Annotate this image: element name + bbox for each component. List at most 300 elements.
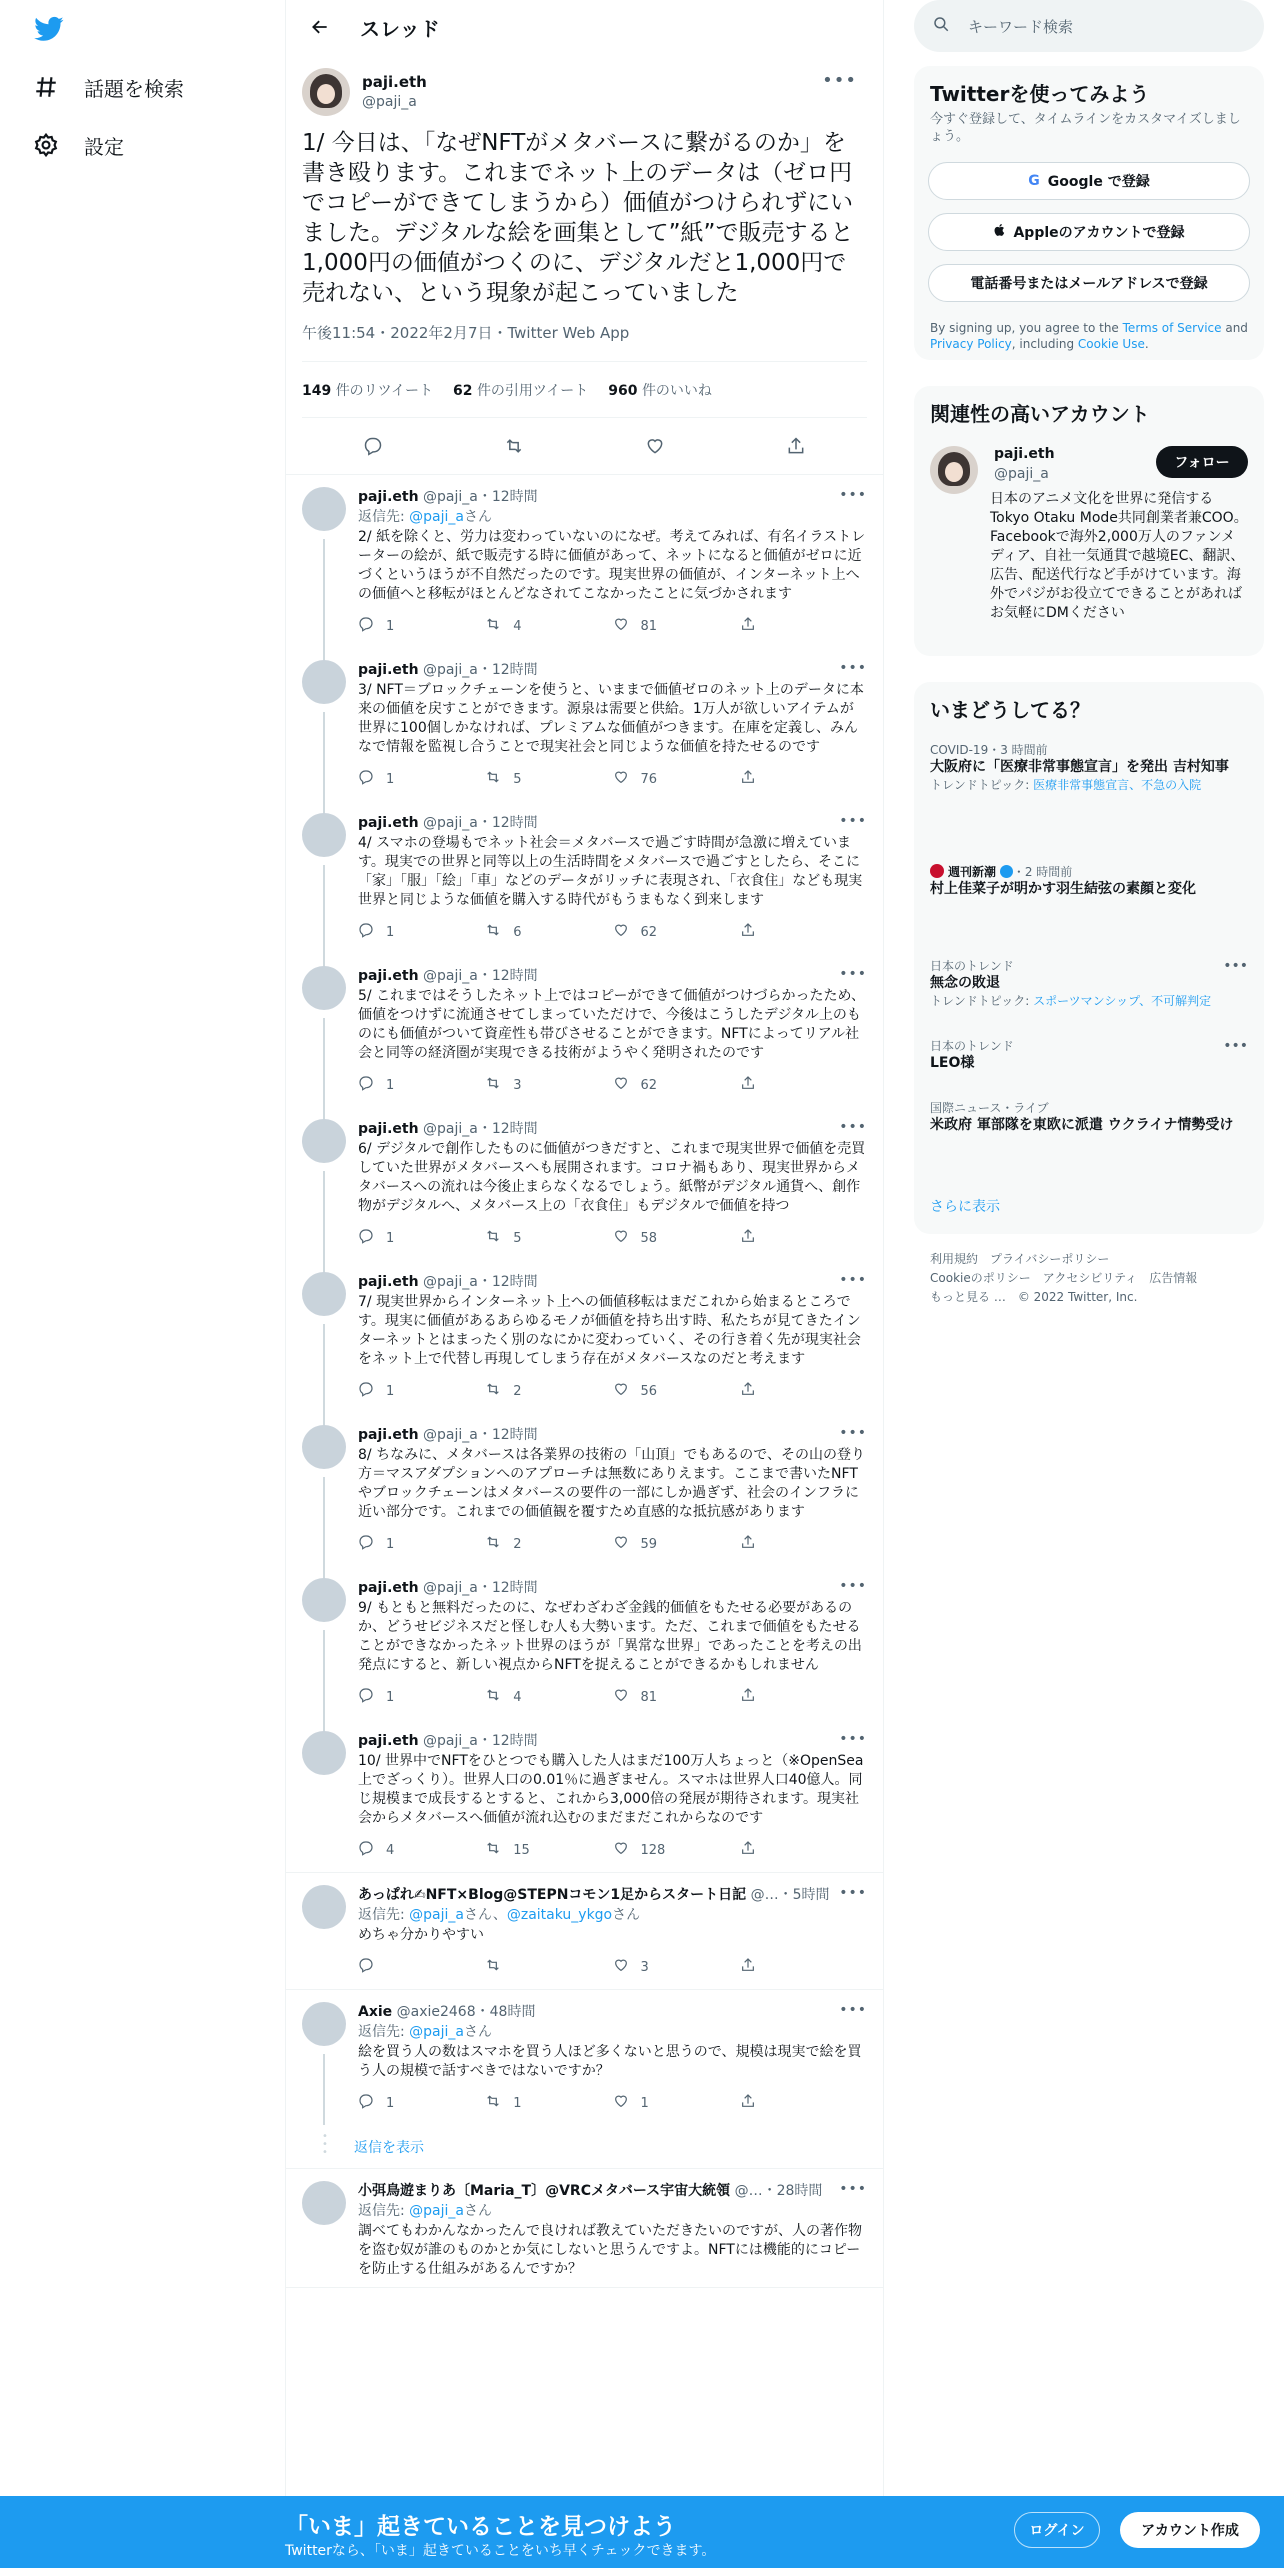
reply-to [358,2022,867,2042]
reply-count: 1 [386,1536,395,1552]
reply-author-name[interactable]: paji.eth [358,1121,419,1137]
reply-tweet[interactable] [286,1107,883,1260]
reply-button[interactable] [358,1381,485,1401]
reply-author-handle[interactable]: @axie2468 [396,2004,476,2020]
reply-author-name[interactable]: Axie [358,2004,393,2020]
reply-to [358,2201,867,2221]
reply-text: 9/ もともと無料だったのに、なぜわざわざ金銭的価値をもたせる必要があるのか、どうせビジネスだと怪しむ人も大勢います。ただ、これまで価値をもたせることができなかったネット世界のほうが「異常な世界」であったことを考えの出発点にすると、新しい視点からNFTを捉えることができるかもしれません [358,1600,862,1673]
reply-time[interactable]: ・12時間 [477,662,538,678]
reply-author-handle[interactable]: @paji_a [423,489,478,505]
like-button[interactable] [613,1075,740,1095]
reply-count: 1 [386,2095,395,2111]
share-icon [740,2093,768,2113]
like-icon [613,1381,641,1401]
like-count: 59 [640,1536,658,1552]
more-options-icon[interactable]: ••• [839,1272,867,1288]
retweet-count: 4 [513,618,522,634]
reply-to-handle[interactable]: @paji_a [409,1907,464,1923]
share-button[interactable] [740,1228,867,1248]
reply-to-prefix: 返信先: [358,2203,410,2219]
reply-time[interactable]: ・12時間 [477,489,538,505]
share-button[interactable] [740,922,867,942]
reply-author-handle[interactable]: @paji_a [423,1121,478,1137]
retweet-button[interactable] [485,769,612,789]
trend-topics-label: トレンドトピック: [930,778,1034,792]
retweet-button[interactable] [485,1840,612,1860]
avatar[interactable] [302,1731,346,1775]
reply-count: 4 [386,1842,395,1858]
reply-to-suffix: さん [464,509,492,525]
related-avatar[interactable] [930,446,978,494]
trend-item[interactable] [930,958,1248,1009]
reply-button[interactable] [358,616,485,636]
retweet-count: 2 [513,1536,522,1552]
like-button[interactable] [613,616,740,636]
related-accounts-card [914,386,1264,656]
thread-dots-icon: • • • [322,2131,328,2158]
retweet-count: 6 [513,924,522,940]
retweet-count: 149 [302,382,332,399]
twitter-logo-icon[interactable] [34,14,64,44]
google-signup-label: Google で登録 [1047,174,1150,190]
reply-button[interactable] [358,1840,485,1860]
retweet-count: 4 [513,1689,522,1705]
like-count-label: 件のいいね [641,382,712,399]
retweet-count: 15 [513,1842,530,1858]
reply-time[interactable]: ・12時間 [477,815,538,831]
reply-tweet[interactable] [286,1260,883,1413]
trend-topics-value[interactable]: スポーツマンシップ、不可解判定 [1033,994,1212,1008]
thread-connector [323,539,325,662]
reply-author-handle[interactable]: @paji_a [423,1733,478,1749]
reply-author-handle[interactable]: @paji_a [423,662,478,678]
reply-author-name[interactable]: 小弭鳥遊まりあ〔Maria_T〕@VRCメタバース宇宙大統領 [358,2183,731,2199]
reply-tweet[interactable] [286,2169,883,2288]
more-options-icon[interactable]: ••• [839,1119,867,1135]
retweet-button[interactable] [485,922,612,942]
phone-signup-label: 電話番号またはメールアドレスで登録 [970,276,1208,292]
show-replies-link[interactable] [286,2125,883,2169]
reply-to-suffix: さん [464,2203,492,2219]
signup-subtitle: 今すぐ登録して、タイムラインをカスタマイズしましょう。 [930,112,1241,144]
more-options-icon[interactable]: ••• [839,2181,867,2197]
nav-settings-label: 設定 [84,134,124,159]
share-button[interactable] [740,769,867,789]
reply-text: 6/ デジタルで創作したものに価値がつきだすと、これまで現実世界で価値を売買していた世界がメタバースへも展開されます。コロナ禍もあり、現実世界からメタバースへの流れは今後止まらなくなるでしょう。紙幣がデジタル通貨へ、創作物がデジタルへ、メタバース上の「衣食住」もデジタルで価値を持つ [358,1141,866,1214]
reply-button[interactable] [358,1228,485,1248]
thread-connector [323,712,325,815]
trend-item[interactable] [930,742,1248,793]
reply-icon [358,1534,386,1554]
reply-to-handle[interactable]: @paji_a [409,509,464,525]
retweet-icon [485,1534,513,1554]
reply-time[interactable]: ・12時間 [477,1274,538,1290]
footer-copyright: © 2022 Twitter, Inc. [1017,1290,1138,1304]
tweet-timestamp[interactable]: 午後11:54・2022年2月7日・Twitter Web App [302,308,867,362]
replies-list [286,475,883,2288]
reply-button[interactable] [358,922,485,942]
retweet-count-label: 件のリツイート [335,382,433,399]
reply-author-name[interactable]: paji.eth [358,1580,419,1596]
share-button[interactable] [740,1534,867,1554]
show-more-link[interactable]: さらに表示 [930,1199,1000,1215]
like-icon [613,1075,641,1095]
retweet-icon [485,769,513,789]
related-title: 関連性の高いアカウント [930,402,1150,426]
trend-time: ・2 時間前 [1012,865,1073,879]
reply-time[interactable]: ・12時間 [477,1121,538,1137]
reply-to-handle[interactable]: @zaitaku_ykgo [506,1907,613,1923]
trend-item[interactable] [930,1038,1248,1073]
like-count: 81 [640,618,658,634]
search-placeholder: キーワード検索 [968,17,1074,36]
related-bio: 日本のアニメ文化を世界に発信するTokyo Otaku Mode共同創業者兼COO。Facebookで海外2,000万人のファンメディア、自社一気通貫で越境EC、翻訳、広告、配送代行など手がけています。海外でパジがお役立てできることがあればお気軽にDMください [990,491,1248,621]
like-icon [613,1228,641,1248]
reply-text: 7/ 現実世界からインターネット上への価値移転はまだこれから始まるところです。現実に価値があるあらゆるモノが価値を持ち出す時、私たちが見てきたインターネットとはまったく別のなにかに変わっていく、その行き着く先が現実社会をネット上で代替し再現してしまう存在がメタバースなのだと考えます [358,1294,861,1367]
reply-icon [358,2093,386,2113]
share-button[interactable] [740,616,867,636]
reply-to [358,1905,867,1925]
reply-to-suffix: さん、 [464,1907,507,1923]
share-icon [740,1381,768,1401]
reply-time[interactable]: ・12時間 [477,1427,538,1443]
follow-button[interactable]: フォロー [1156,446,1248,478]
more-options-icon[interactable]: ••• [839,487,867,503]
trend-source: 週刊新潮 [948,865,997,879]
more-options-icon[interactable]: ••• [839,966,867,982]
reply-text: 8/ ちなみに、メタバースは各業界の技術の「山頂」でもあるので、その山の登り方＝マスアダプションへのアプローチは無数にありえます。ここまで書いたNFTやブロックチェーンはメタバースの要件の一部にしか過ぎず、社会のインフラに近い部分です。これまでの価値観を覆すため直感的な抵抗感があります [358,1447,865,1520]
reply-button[interactable] [358,2093,485,2113]
search-input[interactable] [914,0,1264,52]
like-icon [613,1534,641,1554]
reply-time[interactable]: ・28時間 [762,2183,823,2199]
retweet-button[interactable] [485,1687,612,1707]
reply-author-name[interactable]: paji.eth [358,1733,419,1749]
trend-meta: 日本のトレンド [930,1039,1014,1053]
share-button[interactable] [740,1957,867,1977]
reply-tweet[interactable] [286,801,883,954]
apple-icon [993,222,1007,242]
reply-tweet[interactable] [286,1873,883,1990]
terms-text-1: By signing up, you agree to the [930,321,1123,335]
reply-button[interactable] [358,1957,485,1977]
tweet-text: 1/ 今日は、「なぜNFTがメタバースに繋がるのか」を書き殴ります。これまでネット上のデータは（ゼロ円でコピーができてしまうから）価値がつけられずにいました。デジタルな絵を画集として”紙”で販売すると1,000円の価値がつくのに、デジタルだと1,000円で売れない、という現象が起こっていました [302,130,854,306]
related-handle[interactable]: @paji_a [994,466,1049,482]
retweet-icon [485,616,513,636]
reply-icon [358,1381,386,1401]
like-count: 56 [640,1383,658,1399]
share-button[interactable] [740,1687,867,1707]
reply-text: 10/ 世界中でNFTをひとつでも購入した人はまだ100万人ちょっと（※OpenSea上でざっくり）。世界人口の0.01％に過ぎません。スマホは世界人口40億人。同じ規模まで成長するとすると、これから3,000倍の発展が期待されます。現実社会からメタバースへ価値が流れ込むのまだまだこれからなのです [358,1753,864,1826]
avatar[interactable] [302,1885,346,1929]
reply-text: 絵を買う人の数はスマホを買う人ほど多くないと思うので、規模は現実で絵を買う人の規模で話すべきではないですか？ [358,2044,862,2079]
share-icon[interactable] [784,434,808,458]
author-name[interactable]: paji.eth [362,73,427,91]
terms-of-service-link[interactable]: Terms of Service [1122,321,1222,335]
like-icon[interactable] [643,434,667,458]
like-count: 1 [640,2095,649,2111]
hashtag-icon [32,73,60,101]
reply-author-name[interactable]: paji.eth [358,1427,419,1443]
reply-icon [358,1228,386,1248]
verified-badge-icon [1000,865,1013,878]
reply-tweet[interactable] [286,1719,883,1873]
more-options-icon[interactable]: ••• [839,1425,867,1441]
retweet-button[interactable] [485,616,612,636]
main-column [285,0,884,2568]
reply-to-handle[interactable]: @paji_a [409,2024,464,2040]
like-button[interactable] [613,1840,740,1860]
retweet-icon[interactable] [502,434,526,458]
more-options-icon[interactable]: ••• [1223,1038,1248,1054]
more-options-icon[interactable]: ••• [822,70,857,91]
footer-privacy-link[interactable]: プライバシーポリシー [990,1252,1110,1266]
reply-time[interactable]: ・48時間 [475,2004,536,2020]
reply-icon [358,769,386,789]
related-account[interactable] [930,446,1248,621]
share-button[interactable] [740,1075,867,1095]
reply-author-handle[interactable]: @paji_a [423,1580,478,1596]
avatar[interactable] [302,68,350,116]
nav-explore[interactable] [32,67,184,107]
retweet-count: 2 [513,1383,522,1399]
reply-button[interactable] [358,1075,485,1095]
author-handle[interactable]: @paji_a [362,94,417,110]
reply-button[interactable] [358,1534,485,1554]
share-button[interactable] [740,2093,867,2113]
like-count: 58 [640,1230,658,1246]
avatar[interactable] [302,966,346,1010]
reply-author-name[interactable]: paji.eth [358,968,419,984]
footer-terms-link[interactable]: 利用規約 [930,1252,979,1266]
footer-cookie-link[interactable]: Cookieのポリシー [930,1271,1031,1285]
bottom-title: 「いま」起きていることを見つけよう [285,2514,676,2540]
retweet-count: 3 [513,1077,522,1093]
trend-title: 大阪府に「医療非常事態宣言」を発出 吉村知事 [930,759,1229,775]
trend-topics [930,777,1248,793]
reply-count: 1 [386,1077,395,1093]
reply-time[interactable]: ・12時間 [477,1580,538,1596]
share-icon [740,1075,768,1095]
more-options-icon[interactable]: ••• [839,813,867,829]
reply-text: 3/ NFT＝ブロックチェーンを使うと、いままで価値ゼロのネット上のデータに本来の価値を戻すことができます。源泉は需要と供給。1万人が欲しいアイテムが世界に100個しかなければ、プレミアムな価値がつきます。在庫を定義し、みんなで情報を監視し合うことで現実社会と同じような価値を持たせるのです [358,682,864,755]
avatar[interactable] [302,1425,346,1469]
login-button[interactable]: ログイン [1014,2512,1100,2548]
thread-connector [323,1477,325,1580]
reply-icon[interactable] [361,434,385,458]
privacy-policy-link[interactable]: Privacy Policy [930,337,1012,351]
reply-author-name[interactable]: paji.eth [358,662,419,678]
reply-text: 5/ これまではそうしたネット上ではコピーができて価値がつけづらかったため、価値をつけずに流通させてしまっていただけで、今後はこうしたデジタル上のものにも価値がついて資産性も帯びさせることができます。NFTによってリアル社会と同等の経済圏が実現できる技術がようやく発明されたのです [358,988,865,1061]
share-icon [740,1840,768,1860]
reply-tweet[interactable] [286,1413,883,1566]
phone-email-signup-button[interactable] [928,264,1250,302]
news-source-icon [930,864,944,878]
reply-icon [358,922,386,942]
reply-tweet[interactable] [286,1990,883,2125]
nav-settings[interactable] [32,125,124,165]
trend-title: 無念の敗退 [930,975,1000,991]
cookie-use-link[interactable]: Cookie Use [1077,337,1145,351]
signup-terms [930,320,1252,352]
terms-text-2: and [1221,321,1248,335]
signup-button[interactable]: アカウント作成 [1120,2512,1260,2548]
reply-button[interactable] [358,769,485,789]
reply-to-suffix: さん [612,1907,641,1923]
reply-to-suffix: さん [464,2024,492,2040]
more-options-icon[interactable]: ••• [1223,958,1248,974]
google-icon: G [1028,173,1040,189]
share-button[interactable] [740,1381,867,1401]
thread-connector [323,1324,325,1427]
trends-title: いまどうしてる？ [930,698,1090,722]
share-button[interactable] [740,1840,867,1860]
avatar[interactable] [302,1272,346,1316]
like-button[interactable] [613,1228,740,1248]
reply-text: 調べてもわかんなかったんで良ければ教えていただきたいのですが、人の著作物を盗む奴が誰のものかとか気にしないと思うんですよ。NFTには機能的にコピーを防止する仕組みがあるんですか？ [358,2223,862,2277]
reply-author-name[interactable]: paji.eth [358,1274,419,1290]
retweet-button[interactable] [485,1957,612,1977]
footer-links [930,1250,1260,1307]
like-button[interactable] [613,1534,740,1554]
like-count: 62 [640,924,658,940]
avatar[interactable] [302,1578,346,1622]
like-count: 960 [608,382,638,399]
reply-icon [358,1840,386,1860]
retweet-button[interactable] [485,2093,612,2113]
like-button[interactable] [613,1957,740,1977]
thread-connector [323,1018,325,1121]
avatar[interactable] [302,2002,346,2046]
trend-meta: COVID-19・3 時間前 [930,743,1048,757]
related-name[interactable]: paji.eth [994,446,1055,462]
retweet-button[interactable] [485,1381,612,1401]
reply-to-prefix: 返信先: [358,2024,410,2040]
reply-time[interactable]: ・12時間 [477,1733,538,1749]
reply-tweet[interactable] [286,648,883,801]
retweet-icon [485,2093,513,2113]
reply-icon [358,1687,386,1707]
reply-tweet[interactable] [286,475,883,648]
trend-title: 村上佳菜子が明かす羽生結弦の素顔と変化 [930,881,1196,897]
terms-text-3: , including [1011,337,1078,351]
show-replies-label: 返信を表示 [354,2139,424,2156]
gear-icon [32,131,60,159]
back-arrow-icon[interactable] [302,9,338,45]
reply-author-name[interactable]: paji.eth [358,815,419,831]
google-signup-button[interactable] [928,162,1250,200]
trend-topics-label: トレンドトピック: [930,994,1034,1008]
apple-signup-label: Appleのアカウントで登録 [1013,225,1185,241]
retweet-count-link[interactable] [302,380,433,400]
reply-time[interactable]: ・12時間 [477,968,538,984]
reply-count: 1 [386,924,395,940]
reply-author-handle[interactable]: @paji_a [423,815,478,831]
retweet-icon [485,922,513,942]
like-count: 3 [640,1959,649,1975]
reply-author-handle[interactable]: @… [750,1887,779,1903]
share-icon [740,616,768,636]
avatar[interactable] [302,1119,346,1163]
thread-connector [323,1630,325,1733]
footer-more-link[interactable]: もっと見る … [930,1290,1006,1304]
avatar[interactable] [302,660,346,704]
reply-count: 1 [386,618,395,634]
like-button[interactable] [613,769,740,789]
like-count: 76 [640,771,658,787]
like-icon [613,1687,641,1707]
reply-author-handle[interactable]: @paji_a [423,1427,478,1443]
like-count-link[interactable] [608,380,712,400]
share-icon [740,1687,768,1707]
trend-item[interactable] [930,1100,1248,1135]
like-button[interactable] [613,922,740,942]
avatar[interactable] [302,487,346,531]
like-button[interactable] [613,2093,740,2113]
more-options-icon[interactable]: ••• [839,1578,867,1594]
footer-accessibility-link[interactable]: アクセシビリティ [1042,1271,1138,1285]
left-nav [0,0,285,2568]
more-options-icon[interactable]: ••• [839,660,867,676]
retweet-button[interactable] [485,1534,612,1554]
reply-button[interactable] [358,1687,485,1707]
main-tweet [286,54,883,475]
signup-title: Twitterを使ってみよう [930,82,1150,106]
reply-author-handle[interactable]: @paji_a [423,1274,478,1290]
retweet-button[interactable] [485,1075,612,1095]
reply-author-handle[interactable]: @… [734,2183,763,2199]
reply-author-name[interactable]: あっぱれ✍NFT×Blog@STEPNコモン1足からスタート日記 [358,1887,747,1903]
reply-text: めちゃ分かりやすい [358,1927,484,1943]
reply-to-handle[interactable]: @paji_a [409,2203,464,2219]
like-icon [613,2093,641,2113]
more-options-icon[interactable]: ••• [839,1731,867,1747]
trend-topics-value[interactable]: 医療非常事態宣言、不急の入院 [1033,778,1202,792]
reply-author-name[interactable]: paji.eth [358,489,419,505]
reply-text: 2/ 紙を除くと、労力は変わっていないのになぜ。考えてみれば、有名イラストレーターの絵が、紙で販売する時に価値があって、ネットになると価値がゼロに近づくというほうが不自然だったのです。現実世界の価値が、インターネット上への価値へと移転がほとんどなされてこなかったことに気づかされます [358,529,866,602]
reply-time[interactable]: ・5時間 [778,1887,830,1903]
reply-author-handle[interactable]: @paji_a [423,968,478,984]
reply-icon [358,1075,386,1095]
avatar[interactable] [302,2181,346,2225]
reply-tweet[interactable] [286,1566,883,1719]
like-icon [613,1840,641,1860]
bottom-subtitle: Twitterなら、「いま」起きていることをいち早くチェックできます。 [285,2543,716,2559]
share-icon [740,922,768,942]
thread-connector [323,865,325,968]
quote-count-link[interactable] [453,380,588,400]
more-options-icon[interactable]: ••• [839,2002,867,2018]
apple-signup-button[interactable] [928,213,1250,251]
like-button[interactable] [613,1381,740,1401]
quote-count-label: 件の引用ツイート [476,382,589,399]
retweet-count: 1 [513,2095,522,2111]
avatar[interactable] [302,813,346,857]
reply-tweet[interactable] [286,954,883,1107]
like-count: 81 [640,1689,658,1705]
share-icon [740,1534,768,1554]
retweet-count: 5 [513,771,522,787]
like-button[interactable] [613,1687,740,1707]
bottom-signup-bar [0,2496,1284,2568]
retweet-button[interactable] [485,1228,612,1248]
quote-count: 62 [453,382,473,399]
trend-item[interactable] [930,864,1248,899]
search-icon [932,15,950,37]
footer-ads-link[interactable]: 広告情報 [1149,1271,1198,1285]
more-options-icon[interactable]: ••• [839,1885,867,1901]
retweet-icon [485,1840,513,1860]
